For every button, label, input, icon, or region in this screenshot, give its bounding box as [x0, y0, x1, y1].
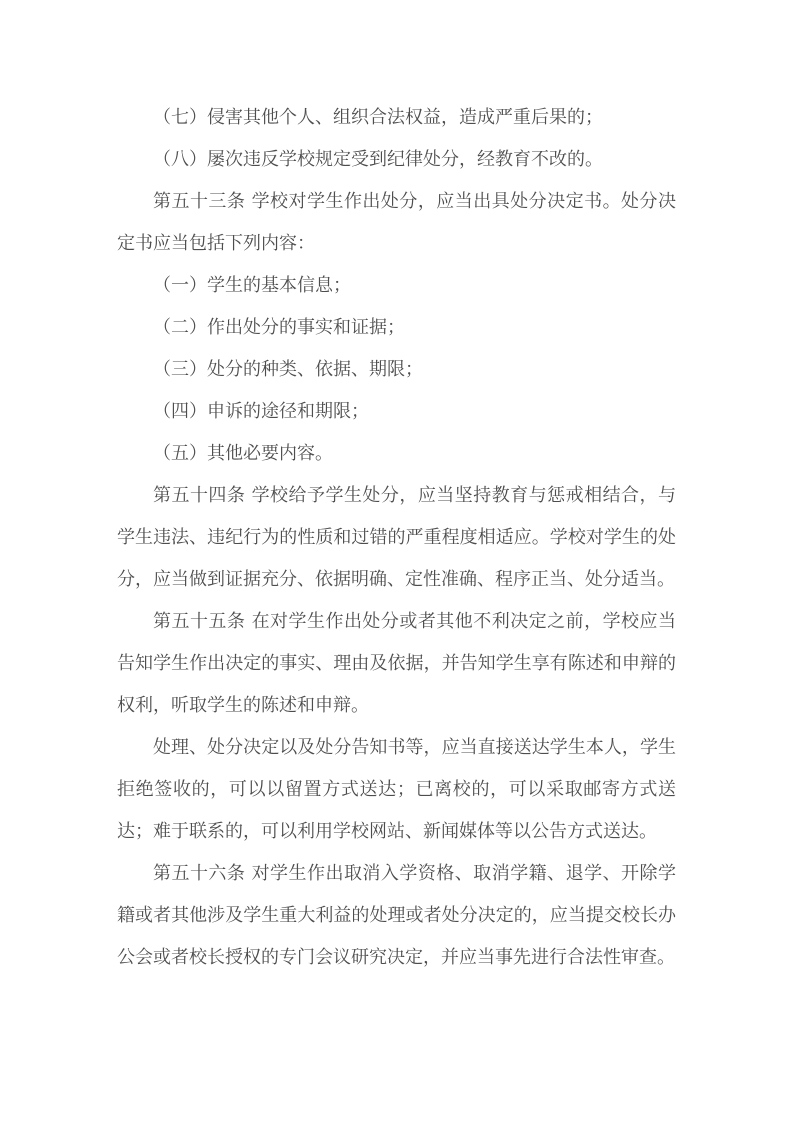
paragraph: 处理、处分决定以及处分告知书等，应当直接送达学生本人，学生拒绝签收的，可以以留置方式送达；已离校的，可以采取邮寄方式送达；难于联系的，可以利用学校网站、新闻媒体等以公告方式送达。: [117, 737, 676, 842]
paragraph: （一）学生的基本信息；: [153, 275, 351, 296]
paragraph: 第五十六条 对学生作出取消入学资格、取消学籍、退学、开除学籍或者其他涉及学生重大利益的处理或者处分决定的，应当提交校长办公会或者校长授权的专门会议研究决定，并应当事先进行合法性审查。: [117, 863, 676, 968]
document-body: [117, 97, 676, 979]
paragraph: （五）其他必要内容。: [153, 443, 333, 464]
paragraph: （四）申诉的途径和期限；: [153, 401, 369, 422]
paragraph: （三）处分的种类、依据、期限；: [153, 359, 423, 380]
paragraph: （八）屡次违反学校规定受到纪律处分，经教育不改的。: [153, 149, 603, 170]
paragraph: 第五十三条 学校对学生作出处分，应当出具处分决定书。处分决定书应当包括下列内容：: [117, 191, 676, 254]
paragraph: （二）作出处分的事实和证据；: [153, 317, 405, 338]
paragraph: （七）侵害其他个人、组织合法权益，造成严重后果的；: [153, 107, 603, 128]
paragraph: 第五十四条 学校给予学生处分，应当坚持教育与惩戒相结合，与学生违法、违纪行为的性质和过错的严重程度相适应。学校对学生的处分，应当做到证据充分、依据明确、定性准确、程序正当、处分适当。: [117, 485, 676, 590]
paragraph: 第五十五条 在对学生作出处分或者其他不利决定之前，学校应当告知学生作出决定的事实、理由及依据，并告知学生享有陈述和申辩的权利，听取学生的陈述和申辩。: [117, 611, 676, 716]
